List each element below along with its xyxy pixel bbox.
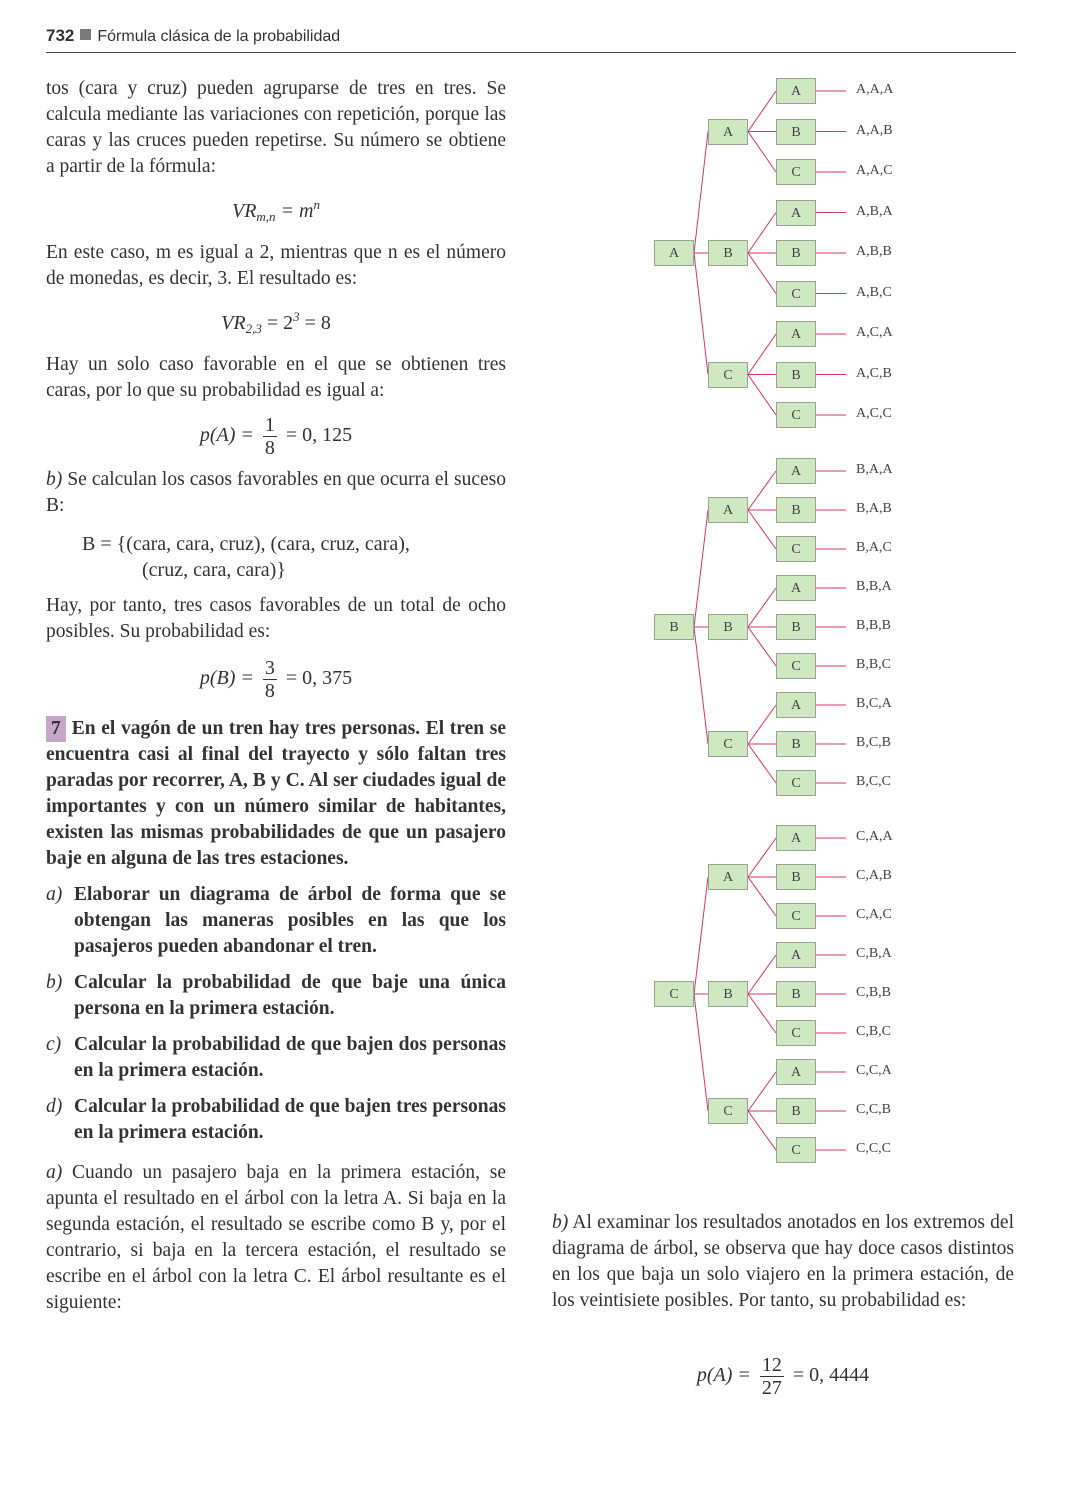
tree-node-level3: A <box>776 78 816 104</box>
section-title: Fórmula clásica de la probabilidad <box>97 28 341 45</box>
tree-branch <box>748 132 776 173</box>
tree-outcome-label: B,A,A <box>856 462 893 477</box>
tree-branch <box>748 375 776 416</box>
tree-branch <box>748 213 776 254</box>
tree-outcome-label: C,A,A <box>856 829 893 844</box>
tree-node-level3: C <box>776 402 816 428</box>
exercise-item: d) Calcular la probabilidad de que bajen tres personas en la primera estación. <box>46 1096 506 1143</box>
tree-branch <box>748 510 776 549</box>
tree-outcome-label: B,B,C <box>856 657 892 672</box>
tree-outcome-label: C,C,C <box>856 1141 892 1156</box>
formula-vr-23: $VR_{2,3} = 2^3 = 8$ <box>221 309 331 336</box>
tree-node-level2: C <box>708 362 748 388</box>
tree-outcome-label: A,C,C <box>856 406 892 421</box>
tree-node-level3: A <box>776 942 816 968</box>
tree-node-level3: B <box>776 1098 816 1124</box>
tree-node-level3: B <box>776 362 816 388</box>
exercise-item: a) Elaborar un diagrama de árbol de forma que se obtengan las maneras posibles en las que los pasajeros pueden abandonar el tren. <box>46 884 506 957</box>
formula-pb: p(B) = $\frac{3}{8}$ = 0, 375 <box>199 657 353 702</box>
tree-outcome-label: A,A,C <box>856 163 893 178</box>
tree-node-level3: A <box>776 825 816 851</box>
tree-node-level3: B <box>776 864 816 890</box>
tree-node-level2: B <box>708 614 748 640</box>
tree-node-level1: B <box>654 614 694 640</box>
tree-node-level3: A <box>776 458 816 484</box>
paragraph-2: En este caso, m es igual a 2, mientras que n es el número de monedas, es decir, 3. El resultado es: <box>46 242 506 289</box>
tree-outcome-label: A,C,B <box>856 365 892 381</box>
tree-node-level3: C <box>776 770 816 796</box>
paragraph-6: a) Cuando un pasajero baja en la primera estación, se apunta el resultado en el árbol con la letra A. Si baja en la segunda estación, el resultado se escribe como B y, por el contrario, si baja en la tercera estación, el resultado se escribe en el árbol con la letra C. El árbol resultante es el siguiente: <box>46 1162 506 1313</box>
tree-outcome-label: C,C,B <box>856 1102 892 1117</box>
tree-outcome-label: B,B,A <box>856 579 892 594</box>
tree-outcome-label: C,B,B <box>856 985 892 1000</box>
right-column <box>552 1210 1014 1399</box>
tree-node-level3: B <box>776 119 816 145</box>
tree-outcome-label: B,C,B <box>856 735 892 750</box>
tree-branch <box>748 955 776 994</box>
tree-branch <box>694 253 708 375</box>
set-b-line-1: B = {(cara, cara, cruz), (cara, cruz, cara), <box>82 533 410 555</box>
tree-node-level3: B <box>776 981 816 1007</box>
tree-node-level3: B <box>776 240 816 266</box>
page-header <box>46 26 1016 53</box>
tree-branch <box>748 705 776 744</box>
tree-node-level3: C <box>776 903 816 929</box>
tree-node-level1: C <box>654 981 694 1007</box>
exercise-number: 7 <box>46 716 66 742</box>
exercise-items <box>46 882 506 1146</box>
tree-node-level3: B <box>776 731 816 757</box>
paragraph-b: b) Al examinar los resultados anotados en los extremos del diagrama de árbol, se observa que hay doce casos distintos en los que baja un solo viajero en la primera estación, de los veintisiete posibles. Por tanto, su probabilidad es: <box>552 1212 1014 1311</box>
tree-branch <box>748 1111 776 1150</box>
paragraph-1: tos (cara y cruz) pueden agruparse de tres en tres. Se calcula mediante las variaciones con repetición, porque las caras y las cruces pueden repetirse. Su número se obtiene a partir de la fórmula: <box>46 78 506 177</box>
formula-pa-12-27: p(A) = $\frac{12}{27}$ = 0, 4444 <box>696 1354 870 1399</box>
tree-node-level3: A <box>776 1059 816 1085</box>
paragraph-5: Hay, por tanto, tres casos favorables de un total de ocho posibles. Su probabilidad es: <box>46 595 506 642</box>
tree-outcome-label: C,B,A <box>856 946 892 961</box>
page-number: 732 <box>46 26 75 45</box>
tree-branch <box>748 627 776 666</box>
tree-branch <box>748 877 776 916</box>
tree-outcome-label: A,B,B <box>856 244 892 259</box>
tree-outcome-label: B,A,C <box>856 540 892 555</box>
tree-node-level3: C <box>776 159 816 185</box>
tree-outcome-label: B,C,A <box>856 696 892 711</box>
tree-branch <box>748 744 776 783</box>
tree-branch <box>748 253 776 294</box>
paragraph-3: Hay un solo caso favorable en el que se obtienen tres caras, por lo que su probabilidad es igual a: <box>46 354 506 401</box>
tree-branch <box>748 334 776 375</box>
exercise-item: c) Calcular la probabilidad de que bajen dos personas en la primera estación. <box>46 1034 506 1081</box>
tree-branch <box>748 91 776 132</box>
tree-node-level1: A <box>654 240 694 266</box>
tree-node-level2: C <box>708 731 748 757</box>
paragraph-4: b) Se calculan los casos favorables en que ocurra el suceso B: <box>46 469 506 516</box>
tree-node-level2: B <box>708 981 748 1007</box>
tree-node-level3: C <box>776 1137 816 1163</box>
tree-outcome-label: A,A,A <box>856 82 894 97</box>
tree-branch <box>694 510 708 627</box>
tree-node-level2: A <box>708 119 748 145</box>
tree-node-level2: A <box>708 864 748 890</box>
tree-node-level3: A <box>776 692 816 718</box>
tree-outcome-label: C,A,C <box>856 907 892 922</box>
tree-branch <box>694 627 708 744</box>
tree-node-level3: C <box>776 536 816 562</box>
tree-node-level3: C <box>776 281 816 307</box>
tree-node-level3: A <box>776 321 816 347</box>
tree-outcome-label: B,B,B <box>856 618 892 633</box>
tree-outcome-label: B,C,C <box>856 774 892 789</box>
tree-node-level3: A <box>776 200 816 226</box>
square-bullet-icon <box>80 29 91 40</box>
probability-tree-diagram <box>640 70 940 1200</box>
tree-node-level3: B <box>776 497 816 523</box>
tree-branch <box>748 588 776 627</box>
tree-outcome-label: A,B,A <box>856 203 893 219</box>
tree-outcome-label: A,C,A <box>856 325 893 340</box>
tree-node-level3: A <box>776 575 816 601</box>
tree-node-level3: C <box>776 653 816 679</box>
fraction: $\frac{3}{8}$ <box>264 657 275 702</box>
tree-branch <box>748 838 776 877</box>
left-column <box>46 76 506 1316</box>
tree-branch <box>694 132 708 254</box>
tree-node-level2: C <box>708 1098 748 1124</box>
tree-node-level2: A <box>708 497 748 523</box>
tree-outcome-label: C,A,B <box>856 868 892 883</box>
exercise-7: 7 En el vagón de un tren hay tres personas. El tren se encuentra casi al final del trayecto y sólo faltan tres paradas por recorrer, A, B y C. Al ser ciudades igual de importantes y con un número similar de habitantes, existen las mismas probabilidades de que un pasajero baje en alguna de las tres estaciones. <box>46 718 506 869</box>
tree-outcome-label: C,C,A <box>856 1063 892 1078</box>
fraction: $\frac{1}{8}$ <box>264 414 275 459</box>
tree-outcome-label: A,B,C <box>856 284 892 300</box>
fraction: $\frac{12}{27}$ <box>761 1354 782 1399</box>
tree-branch <box>694 877 708 994</box>
tree-outcome-label: A,A,B <box>856 122 893 138</box>
exercise-item: b) Calcular la probabilidad de que baje una única persona en la primera estación. <box>46 972 506 1019</box>
tree-outcome-label: B,A,B <box>856 501 892 516</box>
tree-branch <box>748 1072 776 1111</box>
set-b-line-2: (cruz, cara, cara)} <box>142 559 286 581</box>
tree-node-level2: B <box>708 240 748 266</box>
tree-outcome-label: C,B,C <box>856 1024 892 1039</box>
tree-branch <box>748 994 776 1033</box>
tree-branch <box>694 994 708 1111</box>
tree-node-level3: C <box>776 1020 816 1046</box>
formula-pa: p(A) = $\frac{1}{8}$ = 0, 125 <box>199 414 353 459</box>
formula-vr-mn: $VR_{m,n} = m^n$ <box>231 197 321 224</box>
tree-branch <box>748 471 776 510</box>
tree-node-level3: B <box>776 614 816 640</box>
